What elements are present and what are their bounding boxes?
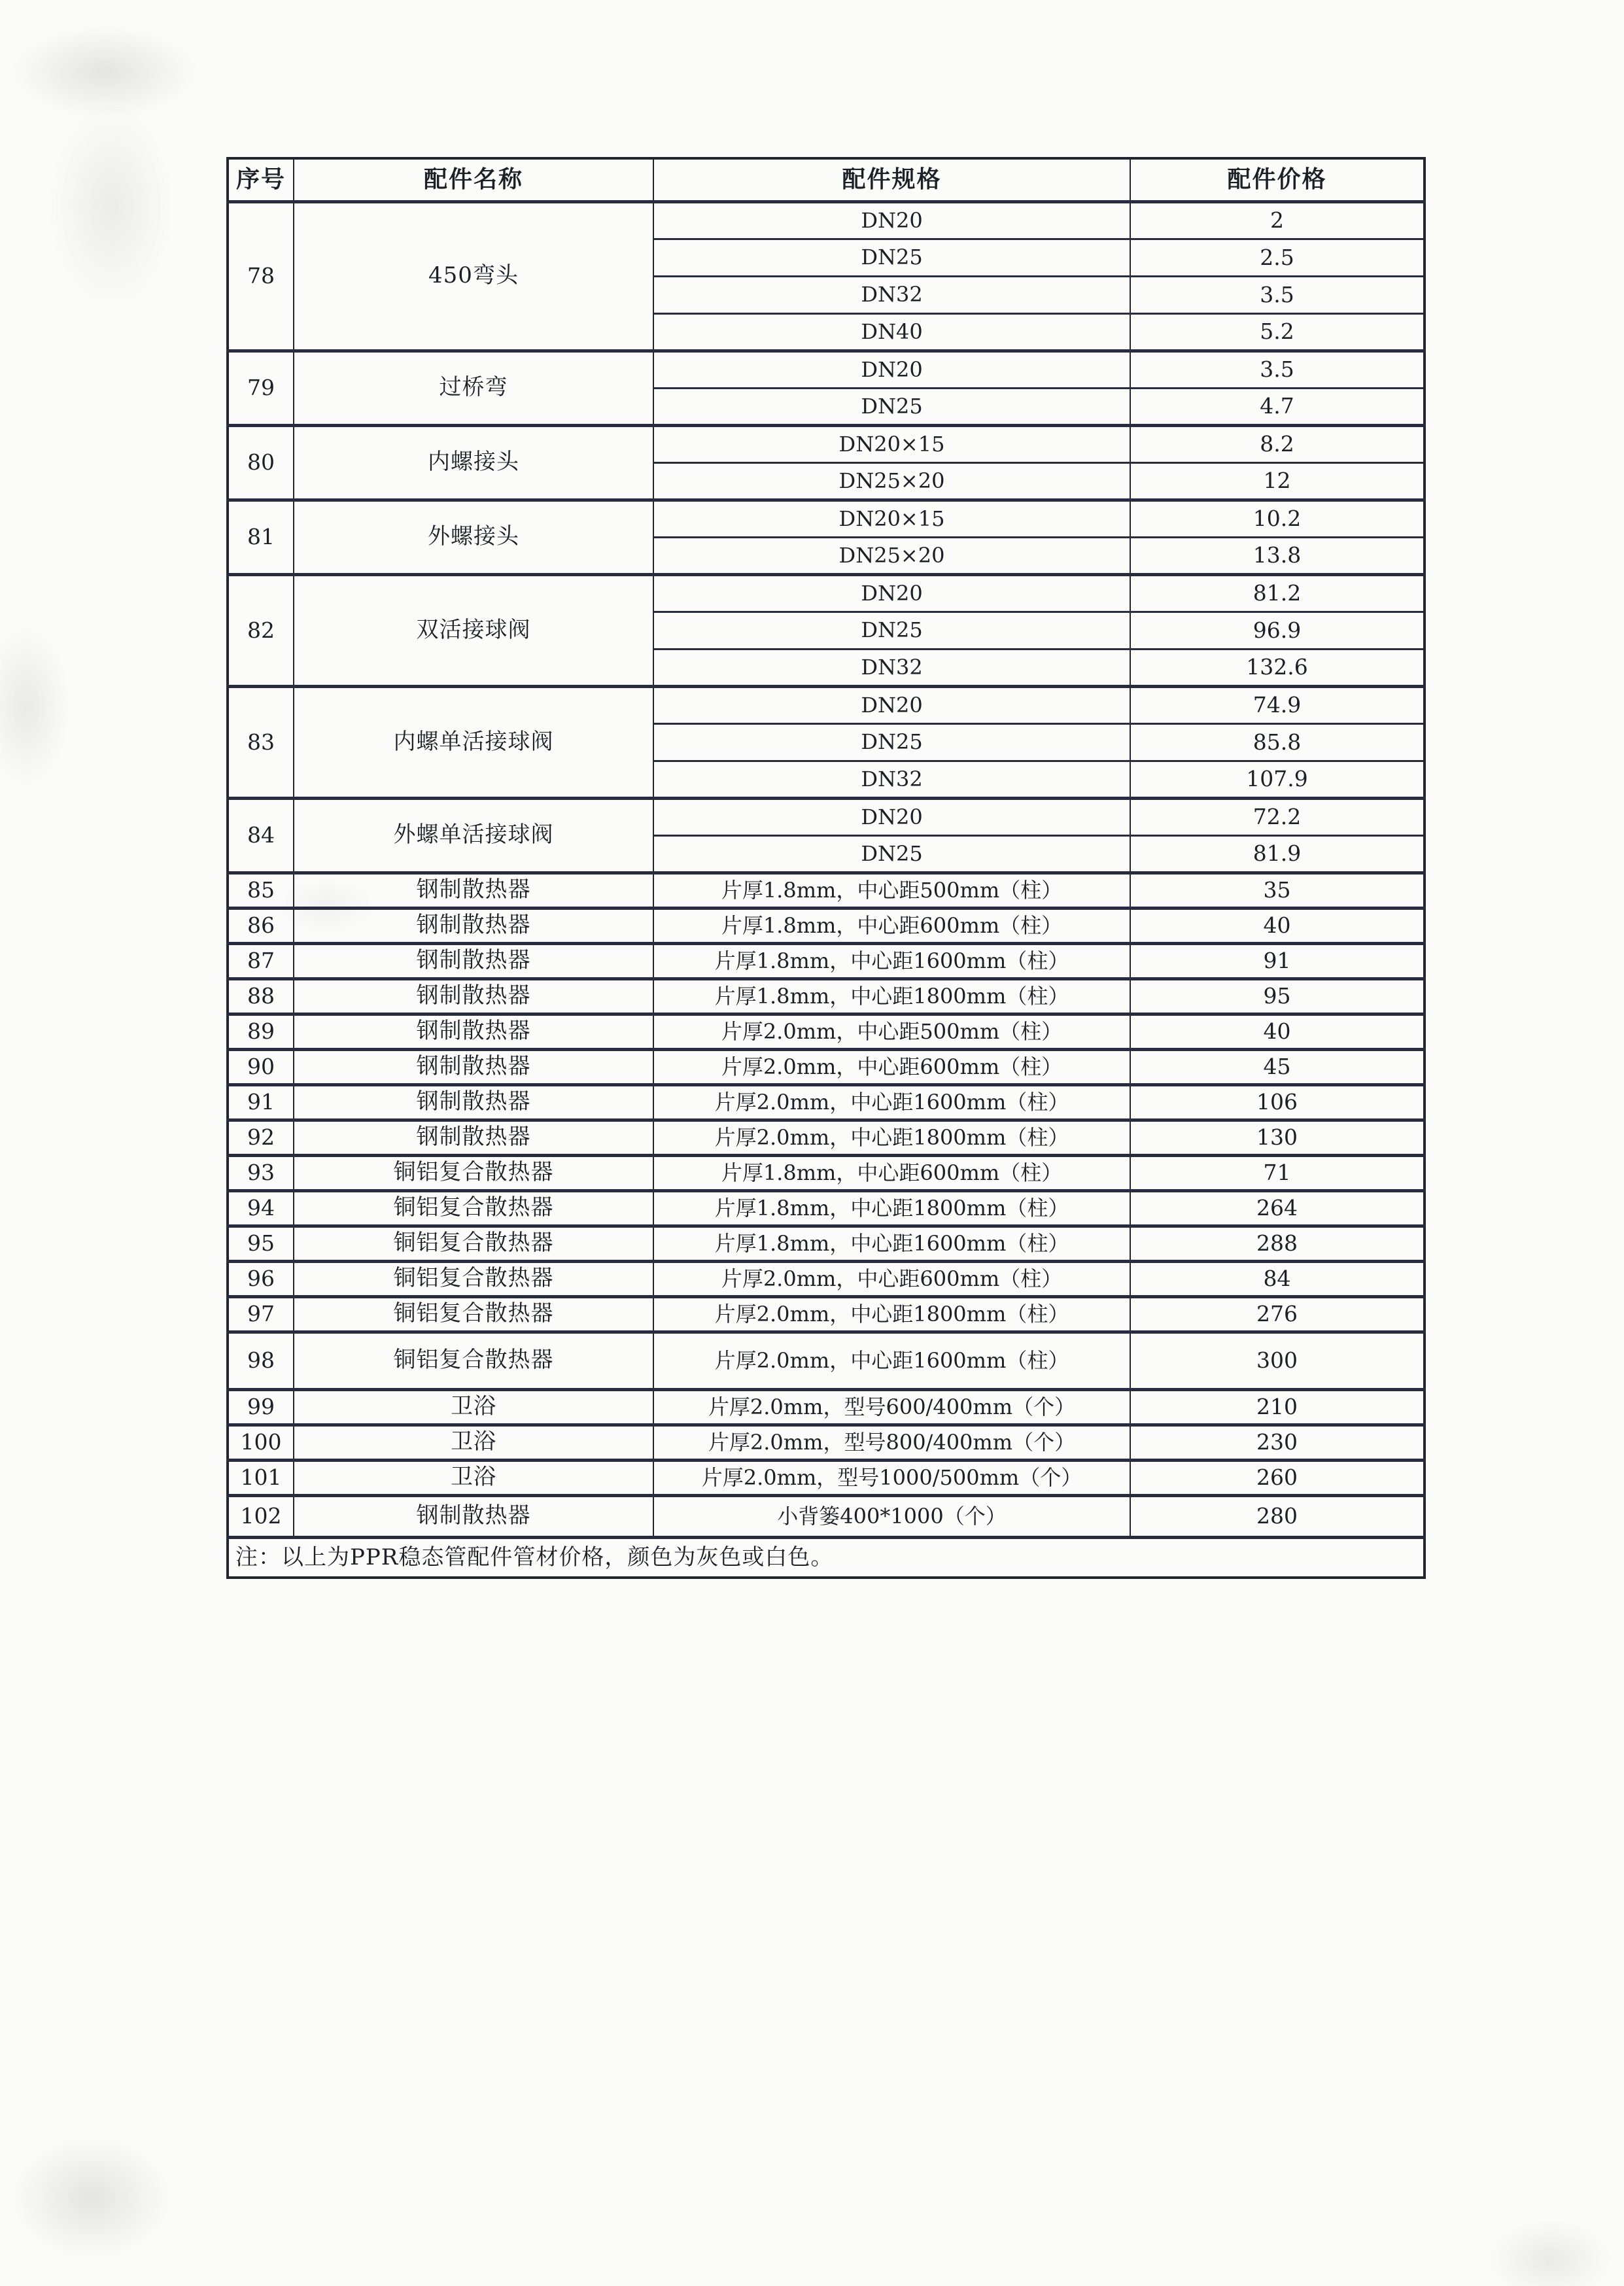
table-row xyxy=(228,201,1425,239)
spec-cell: 小背篓400*1000（个） xyxy=(653,1495,1130,1537)
part-name-cell: 外螺单活接球阀 xyxy=(294,798,653,873)
price-cell: 130 xyxy=(1130,1120,1425,1155)
spec-cell: 片厚2.0mm，型号800/400mm（个） xyxy=(653,1425,1130,1460)
scan-artifact xyxy=(7,23,203,121)
price-cell: 288 xyxy=(1130,1226,1425,1261)
spec-cell: 片厚2.0mm，中心距500mm（柱） xyxy=(653,1014,1130,1049)
table-row xyxy=(228,1261,1425,1296)
part-name-cell: 钢制散热器 xyxy=(294,943,653,978)
serial-cell: 82 xyxy=(228,574,294,686)
table-row xyxy=(228,873,1425,908)
part-name-cell: 钢制散热器 xyxy=(294,873,653,908)
serial-cell: 94 xyxy=(228,1190,294,1226)
price-cell: 276 xyxy=(1130,1296,1425,1332)
price-cell: 2.5 xyxy=(1130,239,1425,276)
price-cell: 10.2 xyxy=(1130,500,1425,537)
price-cell: 3.5 xyxy=(1130,276,1425,313)
price-cell: 96.9 xyxy=(1130,612,1425,649)
spec-cell: DN25 xyxy=(653,239,1130,276)
part-name-cell: 铜铝复合散热器 xyxy=(294,1190,653,1226)
part-name-cell: 铜铝复合散热器 xyxy=(294,1261,653,1296)
header-serial: 序号 xyxy=(228,158,294,201)
spec-cell: 片厚2.0mm，中心距1600mm（柱） xyxy=(653,1084,1130,1120)
price-cell: 81.2 xyxy=(1130,574,1425,612)
spec-cell: 片厚2.0mm，型号1000/500mm（个） xyxy=(653,1460,1130,1495)
serial-cell: 84 xyxy=(228,798,294,873)
price-cell: 2 xyxy=(1130,201,1425,239)
spec-cell: 片厚1.8mm，中心距1600mm（柱） xyxy=(653,943,1130,978)
price-cell: 45 xyxy=(1130,1049,1425,1084)
part-name-cell: 铜铝复合散热器 xyxy=(294,1155,653,1190)
table-row xyxy=(228,798,1425,835)
price-cell: 12 xyxy=(1130,462,1425,500)
table-row xyxy=(228,1049,1425,1084)
price-cell: 91 xyxy=(1130,943,1425,978)
spec-cell: 片厚2.0mm，型号600/400mm（个） xyxy=(653,1389,1130,1425)
part-name-cell: 450弯头 xyxy=(294,201,653,351)
serial-cell: 85 xyxy=(228,873,294,908)
serial-cell: 87 xyxy=(228,943,294,978)
scan-artifact xyxy=(46,98,177,314)
table-row xyxy=(228,908,1425,943)
serial-cell: 92 xyxy=(228,1120,294,1155)
price-cell: 280 xyxy=(1130,1495,1425,1537)
serial-cell: 86 xyxy=(228,908,294,943)
part-name-cell: 卫浴 xyxy=(294,1389,653,1425)
price-cell: 85.8 xyxy=(1130,723,1425,761)
table-row xyxy=(228,1226,1425,1261)
serial-cell: 101 xyxy=(228,1460,294,1495)
part-name-cell: 铜铝复合散热器 xyxy=(294,1332,653,1389)
serial-cell: 81 xyxy=(228,500,294,574)
serial-cell: 102 xyxy=(228,1495,294,1537)
spec-cell: 片厚1.8mm，中心距1800mm（柱） xyxy=(653,1190,1130,1226)
spec-cell: 片厚2.0mm，中心距1600mm（柱） xyxy=(653,1332,1130,1389)
price-cell: 84 xyxy=(1130,1261,1425,1296)
spec-cell: DN20 xyxy=(653,351,1130,388)
spec-cell: DN20×15 xyxy=(653,425,1130,462)
part-name-cell: 内螺接头 xyxy=(294,425,653,500)
price-cell: 13.8 xyxy=(1130,537,1425,574)
serial-cell: 97 xyxy=(228,1296,294,1332)
spec-cell: DN20×15 xyxy=(653,500,1130,537)
price-cell: 81.9 xyxy=(1130,835,1425,873)
spec-cell: 片厚2.0mm，中心距1800mm（柱） xyxy=(653,1120,1130,1155)
scan-artifact xyxy=(1485,2217,1615,2286)
table-row xyxy=(228,500,1425,537)
price-cell: 74.9 xyxy=(1130,686,1425,723)
serial-cell: 93 xyxy=(228,1155,294,1190)
part-name-cell: 过桥弯 xyxy=(294,351,653,425)
note-row xyxy=(228,1537,1425,1578)
price-cell: 4.7 xyxy=(1130,388,1425,425)
serial-cell: 96 xyxy=(228,1261,294,1296)
spec-cell: 片厚1.8mm，中心距600mm（柱） xyxy=(653,1155,1130,1190)
part-name-cell: 钢制散热器 xyxy=(294,908,653,943)
table-row xyxy=(228,425,1425,462)
scan-artifact xyxy=(7,2132,177,2263)
part-name-cell: 双活接球阀 xyxy=(294,574,653,686)
table-note: 注：以上为PPR稳态管配件管材价格，颜色为灰色或白色。 xyxy=(228,1537,1425,1578)
header-spec: 配件规格 xyxy=(653,158,1130,201)
part-name-cell: 钢制散热器 xyxy=(294,1495,653,1537)
price-cell: 40 xyxy=(1130,908,1425,943)
table-row xyxy=(228,943,1425,978)
price-cell: 35 xyxy=(1130,873,1425,908)
part-name-cell: 外螺接头 xyxy=(294,500,653,574)
part-name-cell: 卫浴 xyxy=(294,1460,653,1495)
price-cell: 260 xyxy=(1130,1460,1425,1495)
part-name-cell: 钢制散热器 xyxy=(294,1014,653,1049)
table-header xyxy=(228,158,1425,201)
spec-cell: 片厚1.8mm，中心距1600mm（柱） xyxy=(653,1226,1130,1261)
spec-cell: DN20 xyxy=(653,798,1130,835)
part-name-cell: 钢制散热器 xyxy=(294,1049,653,1084)
price-cell: 230 xyxy=(1130,1425,1425,1460)
spec-cell: DN32 xyxy=(653,649,1130,686)
price-cell: 264 xyxy=(1130,1190,1425,1226)
spec-cell: 片厚1.8mm，中心距1800mm（柱） xyxy=(653,978,1130,1014)
spec-cell: DN25 xyxy=(653,388,1130,425)
spec-cell: DN40 xyxy=(653,313,1130,351)
table-row xyxy=(228,1190,1425,1226)
header-row xyxy=(228,158,1425,201)
table-row xyxy=(228,978,1425,1014)
spec-cell: 片厚1.8mm，中心距500mm（柱） xyxy=(653,873,1130,908)
spec-cell: 片厚1.8mm，中心距600mm（柱） xyxy=(653,908,1130,943)
price-cell: 72.2 xyxy=(1130,798,1425,835)
serial-cell: 89 xyxy=(228,1014,294,1049)
price-cell: 300 xyxy=(1130,1332,1425,1389)
price-cell: 210 xyxy=(1130,1389,1425,1425)
header-part-name: 配件名称 xyxy=(294,158,653,201)
serial-cell: 88 xyxy=(228,978,294,1014)
price-cell: 107.9 xyxy=(1130,761,1425,798)
spec-cell: 片厚2.0mm，中心距1800mm（柱） xyxy=(653,1296,1130,1332)
serial-cell: 91 xyxy=(228,1084,294,1120)
price-cell: 106 xyxy=(1130,1084,1425,1120)
price-cell: 3.5 xyxy=(1130,351,1425,388)
spec-cell: 片厚2.0mm，中心距600mm（柱） xyxy=(653,1261,1130,1296)
serial-cell: 98 xyxy=(228,1332,294,1389)
serial-cell: 79 xyxy=(228,351,294,425)
spec-cell: DN20 xyxy=(653,686,1130,723)
table-row xyxy=(228,1296,1425,1332)
table-row xyxy=(228,1084,1425,1120)
part-name-cell: 钢制散热器 xyxy=(294,978,653,1014)
serial-cell: 90 xyxy=(228,1049,294,1084)
price-cell: 95 xyxy=(1130,978,1425,1014)
spec-cell: DN25 xyxy=(653,612,1130,649)
serial-cell: 78 xyxy=(228,201,294,351)
serial-cell: 80 xyxy=(228,425,294,500)
spec-cell: DN25×20 xyxy=(653,537,1130,574)
scan-artifact xyxy=(0,621,72,791)
table-row xyxy=(228,1495,1425,1537)
part-name-cell: 卫浴 xyxy=(294,1425,653,1460)
table-row xyxy=(228,574,1425,612)
spec-cell: DN20 xyxy=(653,201,1130,239)
part-name-cell: 钢制散热器 xyxy=(294,1084,653,1120)
part-name-cell: 铜铝复合散热器 xyxy=(294,1296,653,1332)
spec-cell: DN32 xyxy=(653,761,1130,798)
table-row xyxy=(228,1332,1425,1389)
part-name-cell: 铜铝复合散热器 xyxy=(294,1226,653,1261)
spec-cell: 片厚2.0mm，中心距600mm（柱） xyxy=(653,1049,1130,1084)
price-cell: 8.2 xyxy=(1130,425,1425,462)
spec-cell: DN20 xyxy=(653,574,1130,612)
table-footer xyxy=(228,1537,1425,1578)
table-row xyxy=(228,1155,1425,1190)
spec-cell: DN32 xyxy=(653,276,1130,313)
serial-cell: 100 xyxy=(228,1425,294,1460)
price-cell: 5.2 xyxy=(1130,313,1425,351)
parts-price-table xyxy=(226,157,1426,1579)
table-row xyxy=(228,686,1425,723)
table-row xyxy=(228,351,1425,388)
serial-cell: 99 xyxy=(228,1389,294,1425)
price-cell: 132.6 xyxy=(1130,649,1425,686)
header-price: 配件价格 xyxy=(1130,158,1425,201)
serial-cell: 83 xyxy=(228,686,294,798)
table-row xyxy=(228,1014,1425,1049)
table-row xyxy=(228,1425,1425,1460)
spec-cell: DN25×20 xyxy=(653,462,1130,500)
part-name-cell: 内螺单活接球阀 xyxy=(294,686,653,798)
spec-cell: DN25 xyxy=(653,723,1130,761)
price-cell: 71 xyxy=(1130,1155,1425,1190)
part-name-cell: 钢制散热器 xyxy=(294,1120,653,1155)
serial-cell: 95 xyxy=(228,1226,294,1261)
table-row xyxy=(228,1460,1425,1495)
spec-cell: DN25 xyxy=(653,835,1130,873)
parts-table-body xyxy=(228,201,1425,1537)
price-cell: 40 xyxy=(1130,1014,1425,1049)
table-row xyxy=(228,1120,1425,1155)
table-row xyxy=(228,1389,1425,1425)
